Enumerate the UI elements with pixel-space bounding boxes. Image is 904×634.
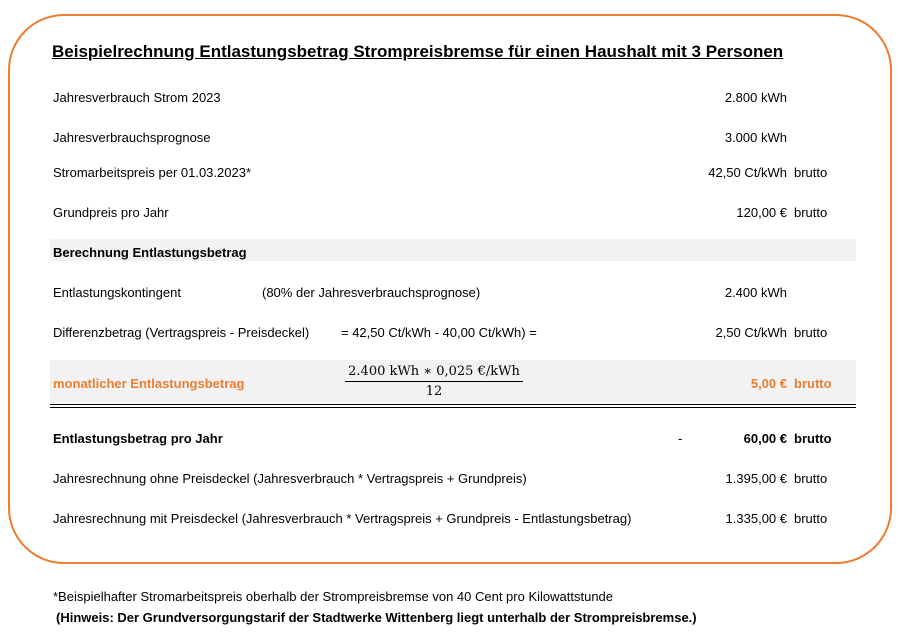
row-unit-grundpreis: brutto (794, 205, 828, 220)
row-label-grundpreis: Grundpreis pro Jahr (53, 205, 169, 220)
row-label-kontingent: Entlastungskontingent (53, 285, 181, 300)
row-unit-jahr: brutto (794, 431, 832, 446)
footnote: *Beispielhafter Stromarbeitspreis oberhalb der Strompreisbremse von 40 Cent pro Kilowattstunde (53, 589, 614, 604)
row-value-arbeitspreis: 42,50 Ct/kWh (708, 165, 787, 180)
row-label-jahresverbrauch: Jahresverbrauch Strom 2023 (53, 90, 221, 105)
page-title: Beispielrechnung Entlastungsbetrag Strompreisbremse für einen Haushalt mit 3 Personen (52, 42, 784, 61)
row-value-monatlich: 5,00 € (750, 376, 787, 391)
row-note-differenz: = 42,50 Ct/kWh - 40,00 Ct/kWh) = (341, 325, 537, 340)
row-value-jahresverbrauch: 2.800 kWh (724, 90, 787, 105)
formula-numerator: 2.400 kWh ∗ 0,025 €/kWh (345, 364, 523, 382)
row-label-arbeitspreis: Stromarbeitspreis per 01.03.2023* (53, 165, 252, 180)
row-unit-ohne: brutto (794, 471, 828, 486)
row-value-mit: 1.335,00 € (725, 511, 787, 526)
row-unit-mit: brutto (794, 511, 828, 526)
row-unit-arbeitspreis: brutto (794, 165, 828, 180)
row-label-mit: Jahresrechnung mit Preisdeckel (Jahresverbrauch * Vertragspreis + Grundpreis - Entlastungsbetrag) (53, 511, 632, 526)
row-note-kontingent: (80% der Jahresverbrauchsprognose) (262, 285, 481, 300)
row-value-prognose: 3.000 kWh (724, 130, 787, 145)
row-value-ohne: 1.395,00 € (725, 471, 787, 486)
row-value-jahr: 60,00 € (743, 431, 787, 446)
row-label-monatlich: monatlicher Entlastungsbetrag (53, 376, 245, 391)
row-value-differenz: 2,50 Ct/kWh (715, 325, 787, 340)
double-rule (50, 404, 856, 408)
row-unit-differenz: brutto (794, 325, 828, 340)
row-label-prognose: Jahresverbrauchsprognose (53, 130, 211, 145)
hint-note: (Hinweis: Der Grundversorgungstarif der Stadtwerke Wittenberg liegt unterhalb der Strompreisbremse.) (56, 610, 697, 625)
row-label-jahr: Entlastungsbetrag pro Jahr (53, 431, 223, 446)
formula-fraction (345, 364, 523, 399)
row-unit-monatlich: brutto (794, 376, 832, 391)
row-dash-jahr: - (678, 431, 683, 446)
formula-denominator: 12 (425, 384, 443, 399)
row-label-differenz: Differenzbetrag (Vertragspreis - Preisdeckel) (53, 325, 310, 340)
row-value-kontingent: 2.400 kWh (724, 285, 787, 300)
row-value-grundpreis: 120,00 € (736, 205, 787, 220)
section-heading-berechnung: Berechnung Entlastungsbetrag (53, 245, 247, 260)
row-label-ohne: Jahresrechnung ohne Preisdeckel (Jahresverbrauch * Vertragspreis + Grundpreis) (53, 471, 527, 486)
